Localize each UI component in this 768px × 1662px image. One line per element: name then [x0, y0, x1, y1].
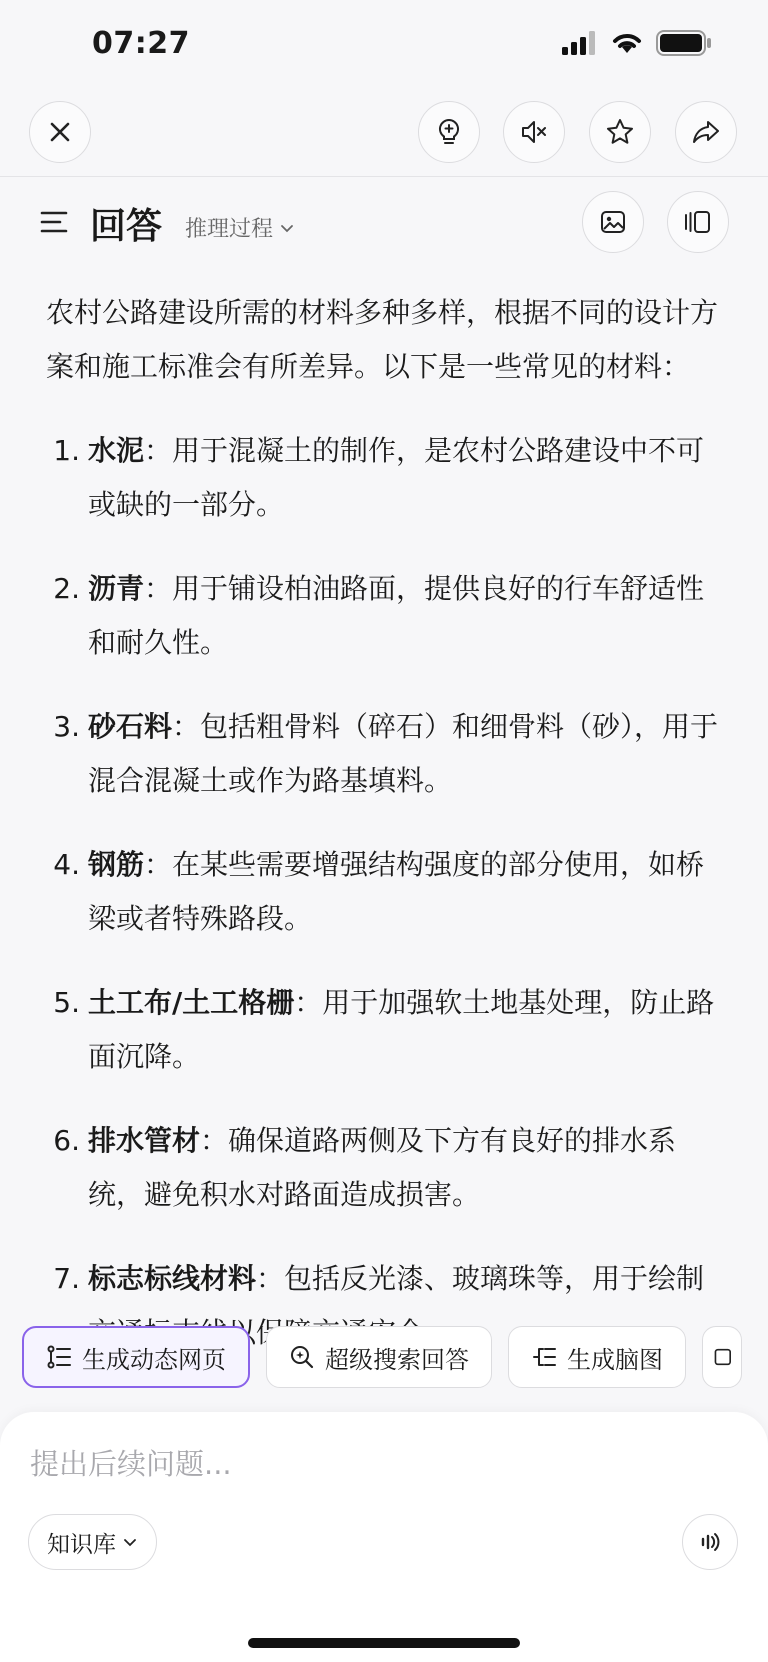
item-desc: ：确保道路两侧及下方有良好的排水系统，避免积水对路面造成损害。	[88, 1124, 677, 1211]
list-item	[46, 1114, 726, 1222]
search-sparkle-icon	[289, 1344, 315, 1370]
reasoning-toggle[interactable]	[185, 212, 295, 243]
close-button[interactable]	[29, 101, 91, 163]
answer-header	[0, 188, 768, 258]
item-desc: ：用于铺设柏油路面，提供良好的行车舒适性和耐久性。	[88, 572, 705, 659]
chip-more[interactable]	[702, 1326, 742, 1388]
layout-button[interactable]	[667, 191, 729, 253]
wifi-icon	[610, 31, 644, 55]
panel-icon	[683, 208, 713, 236]
battery-icon	[656, 30, 712, 56]
status-bar	[0, 0, 768, 88]
mindmap-icon	[531, 1344, 557, 1370]
voice-wave-icon	[697, 1529, 723, 1555]
list-item	[46, 976, 726, 1084]
reasoning-label: 推理过程	[185, 217, 274, 242]
more-chip-icon	[713, 1344, 731, 1370]
signal-icon	[562, 31, 598, 55]
item-term: 沥青	[88, 572, 145, 605]
item-term: 标志标线材料	[88, 1262, 257, 1295]
item-term: 水泥	[88, 434, 145, 467]
list-item	[46, 700, 726, 808]
item-desc: ：包括反光漆、玻璃珠等，用于绘制 以保	[228, 1262, 705, 1349]
image-icon	[599, 208, 627, 236]
knowledge-base-button[interactable]	[28, 1514, 157, 1570]
status-time: 07:27	[92, 26, 190, 61]
suggestion-chips	[22, 1326, 742, 1390]
share-icon	[691, 117, 721, 147]
list-number: 5.	[53, 986, 80, 1019]
chip-label: 生成动态网页	[82, 1345, 226, 1374]
chip-label: 超级搜索回答	[325, 1345, 469, 1374]
chip-mindmap[interactable]	[508, 1326, 686, 1388]
favorite-button[interactable]	[589, 101, 651, 163]
star-icon	[605, 117, 635, 147]
item-desc: ：包括粗骨料（碎石）和细骨料（砂），用于混合混凝土或作为路基填料。	[88, 710, 719, 797]
answer-content	[46, 286, 726, 1390]
top-toolbar	[0, 96, 768, 176]
list-number: 6.	[53, 1124, 80, 1157]
mute-icon	[519, 117, 549, 147]
insight-button[interactable]	[418, 101, 480, 163]
list-number: 2.	[53, 572, 80, 605]
chevron-down-icon	[122, 1534, 138, 1550]
chevron-down-icon	[279, 220, 295, 236]
lightbulb-icon	[434, 117, 464, 147]
answer-intro: 农村公路建设所需的材料多种多样，根据不同的设计方案和施工标准会有所差异。以下是一些常见的材料：	[46, 296, 719, 383]
toolbar-divider	[0, 176, 768, 177]
answer-title: 回答	[90, 206, 163, 247]
item-term: 钢筋	[88, 848, 145, 881]
share-button[interactable]	[675, 101, 737, 163]
followup-panel	[0, 1412, 768, 1602]
item-desc: ：用于混凝土的制作，是农村公路建设中不可或缺的一部分。	[88, 434, 705, 521]
followup-input[interactable]: 提出后续问题...	[30, 1447, 232, 1481]
voice-button[interactable]	[682, 1514, 738, 1570]
menu-lines-icon[interactable]	[40, 208, 68, 236]
list-number: 3.	[53, 710, 80, 743]
close-icon	[48, 120, 72, 144]
chip-label: 生成脑图	[567, 1345, 663, 1374]
item-desc: ：在某些需要增强结构强度的部分使用，如桥梁或者特殊路段。	[88, 848, 705, 935]
materials-list	[46, 424, 726, 1360]
image-button[interactable]	[582, 191, 644, 253]
list-item	[46, 562, 726, 670]
list-item	[46, 838, 726, 946]
chip-super-search[interactable]	[266, 1326, 492, 1388]
item-desc: ：用于加强软土地基处理，防止路面沉降。	[88, 986, 715, 1073]
knowledge-base-label: 知识库	[47, 1531, 116, 1558]
list-icon	[46, 1344, 72, 1370]
status-icons	[562, 30, 712, 56]
chip-generate-webpage[interactable]	[22, 1326, 250, 1388]
item-term: 砂石料	[88, 710, 173, 743]
list-number: 4.	[53, 848, 80, 881]
list-item	[46, 424, 726, 532]
bottom-safe-area	[0, 1602, 768, 1662]
list-number: 1.	[53, 434, 80, 467]
home-indicator	[248, 1638, 520, 1648]
list-number: 7.	[53, 1262, 80, 1295]
item-term: 排水管材	[88, 1124, 201, 1157]
item-term: 土工布/土工格栅	[88, 986, 295, 1019]
mute-button[interactable]	[503, 101, 565, 163]
